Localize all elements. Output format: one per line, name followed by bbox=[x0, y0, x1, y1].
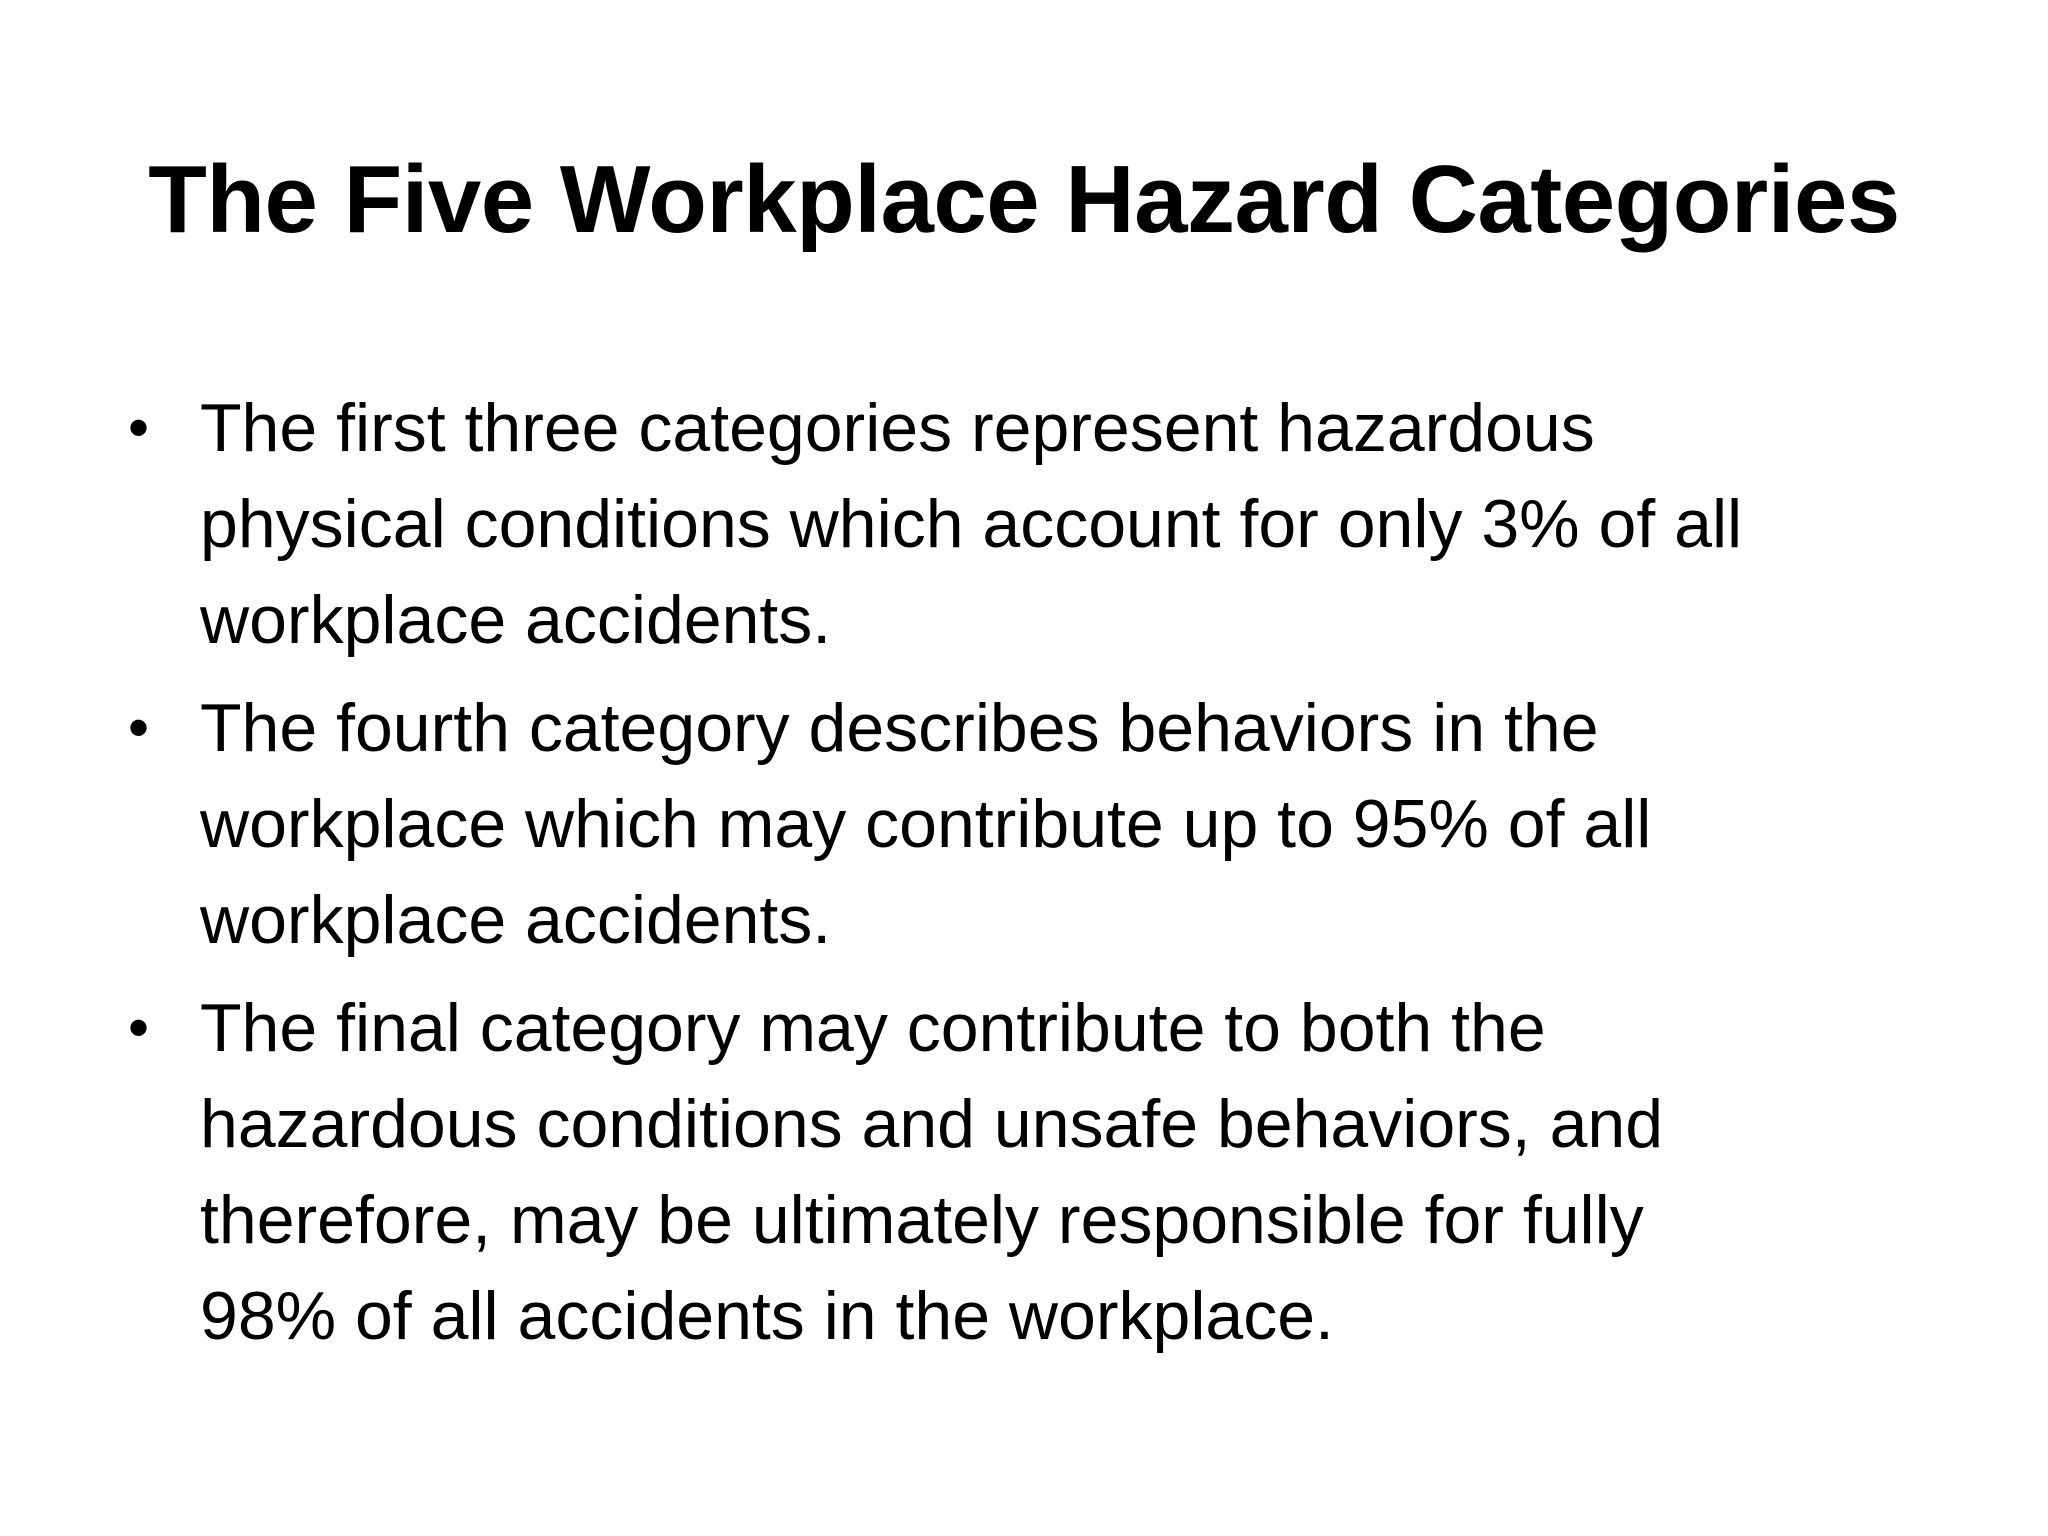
bullet-text-line: 98% of all accidents in the workplace. bbox=[200, 1278, 1334, 1354]
bullet-item bbox=[120, 980, 1940, 1364]
bullet-text-line: workplace which may contribute up to 95% of all bbox=[200, 786, 1652, 862]
bullet-icon: • bbox=[128, 994, 150, 1061]
bullet-text-line: hazardous conditions and unsafe behaviors, and bbox=[200, 1086, 1664, 1162]
slide-title: The Five Workplace Hazard Categories bbox=[148, 146, 1900, 253]
bullet-icon: • bbox=[128, 694, 150, 761]
bullet-text-line: workplace accidents. bbox=[200, 582, 832, 658]
bullet-text-line: The final category may contribute to both the bbox=[200, 990, 1546, 1066]
bullet-text-line: The first three categories represent hazardous bbox=[200, 390, 1595, 466]
bullet-item bbox=[120, 680, 1940, 968]
bullet-text-line: workplace accidents. bbox=[200, 882, 832, 958]
bullet-icon: • bbox=[128, 394, 150, 461]
bullet-item bbox=[120, 380, 1940, 668]
bullet-text-line: physical conditions which account for only 3% of all bbox=[200, 486, 1743, 562]
bullet-text-line: therefore, may be ultimately responsible for fully bbox=[200, 1182, 1644, 1258]
bullet-text-line: The fourth category describes behaviors in the bbox=[200, 690, 1599, 766]
bullet-list bbox=[120, 380, 1940, 1376]
